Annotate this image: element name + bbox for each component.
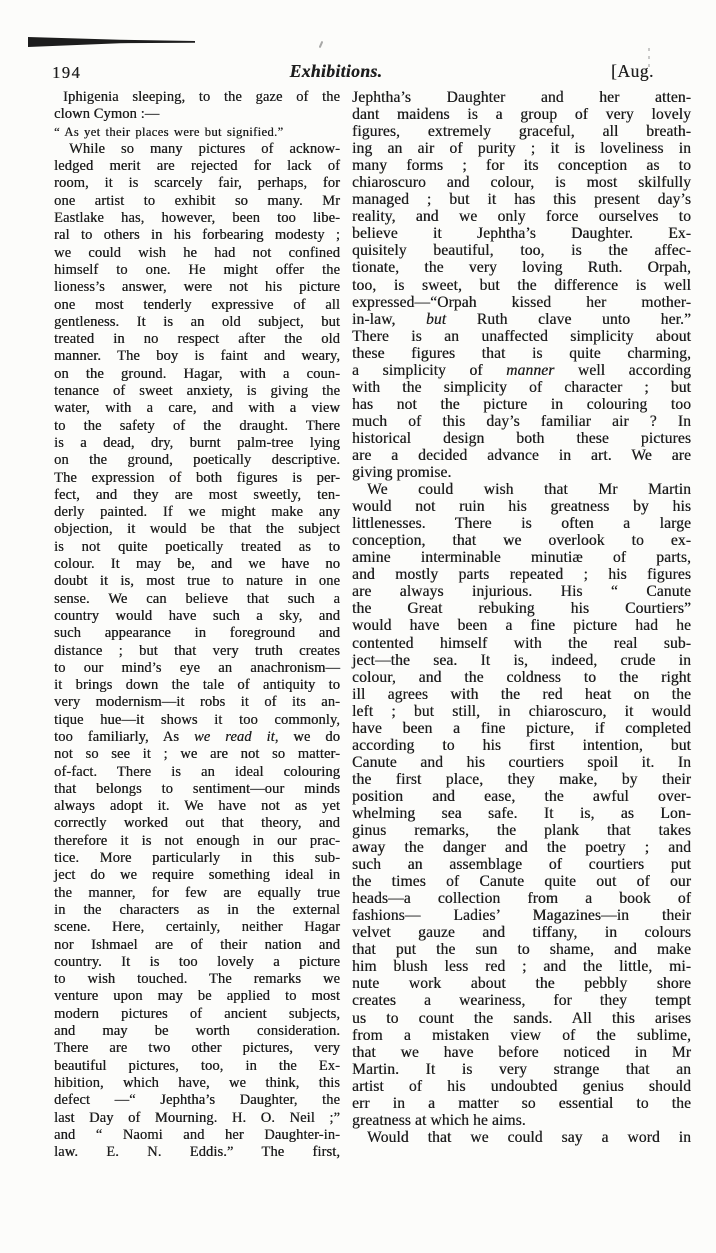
text-line: defect —“ Jephtha’s Daughter, the bbox=[54, 1092, 340, 1109]
text-line: chiaroscuro and colour, is most skilfully bbox=[352, 174, 691, 192]
text-line: the first place, they make, by their bbox=[352, 770, 691, 788]
text-line: that belongs to sentiment—our minds bbox=[54, 780, 340, 797]
text-line: “ As yet their places were but signified.” bbox=[54, 124, 284, 139]
text-line: historical design both these pictures bbox=[352, 429, 691, 447]
text-line: left ; but still, in chiaroscuro, it would bbox=[352, 702, 691, 720]
text-line: in-law, but Ruth clave unto her.” bbox=[352, 310, 691, 328]
text-line: While so many pictures of acknow- bbox=[69, 140, 340, 157]
running-title: Exhibitions. bbox=[289, 61, 383, 81]
text-line: gentleness. It is an old subject, but bbox=[54, 313, 340, 330]
text-line: Would that we could say a word in bbox=[367, 1128, 691, 1146]
italic-text: manner bbox=[506, 361, 555, 379]
text-line: position and ease, the awful over- bbox=[352, 787, 691, 805]
text-line: the Great rebuking his Courtiers” bbox=[352, 600, 691, 618]
text-line: colour. It may be, and we have no bbox=[54, 556, 340, 573]
text-line: whelming sea safe. It is, as Lon- bbox=[352, 804, 691, 822]
text-line: away the danger and the poetry ; and bbox=[352, 839, 691, 857]
text-line: fashions— Ladies’ Magazines—in their bbox=[352, 907, 691, 925]
text-line: to wish touched. The remarks we bbox=[54, 971, 340, 988]
text-line: Martin. It is very strange that an bbox=[352, 1060, 691, 1078]
text-line: correctly worked out that theory, and bbox=[54, 815, 340, 832]
text-line: ing an air of purity ; it is loveliness in bbox=[352, 140, 691, 158]
text-line: lioness’s answer, were not his picture bbox=[54, 279, 340, 296]
text-line: The expression of both figures is per- bbox=[54, 469, 340, 486]
text-line: derly painted. If we might make any bbox=[54, 504, 340, 521]
text-line: ginus remarks, the plank that takes bbox=[352, 822, 691, 840]
text-line: that we have before noticed in Mr bbox=[352, 1043, 691, 1061]
text-line: much of this day’s familiar air ? In bbox=[352, 412, 691, 430]
left-column bbox=[54, 89, 340, 1161]
text-line: sense. We can believe that such a bbox=[54, 590, 340, 607]
text-line: reality, and we only force ourselves to bbox=[352, 208, 691, 226]
text-line: ledged merit are rejected for lack of bbox=[54, 158, 340, 175]
text-line: one artist to exhibit so many. Mr bbox=[54, 192, 340, 209]
text-line: we could wish he had not confined bbox=[54, 244, 340, 261]
text-line: are a decided advance in art. We are bbox=[352, 446, 691, 464]
text-line: tice. More particularly in this sub- bbox=[54, 850, 340, 867]
text-line: on the ground, poetically descriptive. bbox=[54, 452, 340, 469]
text-line: the manner, for few are equally true bbox=[54, 884, 340, 901]
text-line: expressed—“Orpah kissed her mother- bbox=[352, 293, 691, 311]
text-line: scene. Here, certainly, neither Hagar bbox=[54, 919, 340, 936]
text-line: tique hue—it shows it too commonly, bbox=[54, 711, 340, 728]
right-column bbox=[352, 89, 691, 1146]
text-line: tionate, the very loving Ruth. Orpah, bbox=[352, 259, 691, 277]
text-line: believe it Jephtha’s Daughter. Ex- bbox=[352, 225, 691, 243]
text-line: ject—the sea. It is, indeed, crude in bbox=[352, 651, 691, 669]
text-line: figures, extremely graceful, all breath- bbox=[352, 123, 691, 141]
text-line: on the ground. Hagar, with a coun- bbox=[54, 365, 340, 382]
text-line: nor Ishmael are of their nation and bbox=[54, 936, 340, 953]
text-line: manner. The boy is faint and weary, bbox=[54, 348, 340, 365]
text-line: him blush less red ; and the little, mi- bbox=[352, 958, 691, 976]
text-line: it brings down the tale of antiquity to bbox=[54, 677, 340, 694]
text-line: giving promise. bbox=[352, 464, 452, 482]
text-line: hibition, which have, we think, this bbox=[54, 1074, 340, 1091]
text-line: with the simplicity of character ; but bbox=[352, 378, 691, 396]
text-line: not so see it ; we are not so matter- bbox=[54, 746, 340, 763]
text-line: to the safety of the draught. There bbox=[54, 417, 340, 434]
text-line: creates a weariness, for they tempt bbox=[352, 992, 691, 1010]
text-line: ral to others in his forbearing modesty ; bbox=[54, 227, 340, 244]
text-line: tenance of sweet anxiety, is giving the bbox=[54, 383, 340, 400]
text-line: venture upon may be applied to most bbox=[54, 988, 340, 1005]
text-line: very modernism—it robs it of its an- bbox=[54, 694, 340, 711]
text-line: himself to one. He might offer the bbox=[54, 261, 340, 278]
text-line: of-fact. There is an ideal colouring bbox=[54, 763, 340, 780]
text-line: too familiarly, As we read it, we do bbox=[54, 728, 340, 745]
text-line: country would have such a sky, and bbox=[54, 607, 340, 624]
text-line: velvet gauze and tiffany, in colours bbox=[352, 924, 691, 942]
text-line: littlenesses. There is often a large bbox=[352, 515, 691, 533]
text-line: Jephtha’s Daughter and her atten- bbox=[352, 89, 691, 106]
text-line: ill agrees with the red heat on the bbox=[352, 685, 691, 703]
text-line: dant maidens is a group of very lovely bbox=[352, 106, 691, 124]
text-line: therefore it is not enough in our prac- bbox=[54, 832, 340, 849]
text-line: artist of his undoubted genius should bbox=[352, 1077, 691, 1095]
text-line: doubt it is, most true to nature in one bbox=[54, 573, 340, 590]
text-line: Canute and his courtiers spoil it. In bbox=[352, 753, 691, 771]
text-line: one most tenderly expressive of all bbox=[54, 296, 340, 313]
text-line: water, with a care, and with a view bbox=[54, 400, 340, 417]
text-line: err in a matter so essential to the bbox=[352, 1094, 691, 1112]
text-line: has not the picture in colouring too bbox=[352, 395, 691, 413]
text-line: is not quite poetically treated as to bbox=[54, 538, 340, 555]
text-line: ject do we require something ideal in bbox=[54, 867, 340, 884]
text-line: that put the sun to shame, and make bbox=[352, 941, 691, 959]
text-line: a simplicity of manner well according bbox=[352, 361, 691, 379]
text-line: distance ; but that very truth creates bbox=[54, 642, 340, 659]
text-line: quisitely beautiful, too, is the affec- bbox=[352, 242, 691, 260]
text-line: from a mistaken view of the sublime, bbox=[352, 1026, 691, 1044]
text-line: contented himself with the real sub- bbox=[352, 634, 691, 652]
text-line: amine interminable minutiæ of parts, bbox=[352, 549, 691, 567]
text-line: according to his first intention, but bbox=[352, 736, 691, 754]
text-line: Iphigenia sleeping, to the gaze of the bbox=[63, 89, 340, 105]
text-line: last Day of Mourning. H. O. Neil ;” bbox=[54, 1109, 340, 1126]
text-line: the times of Canute quite out of our bbox=[352, 873, 691, 891]
text-line: managed ; but it has this present day’s bbox=[352, 191, 691, 209]
text-line: and mostly parts repeated ; his figures bbox=[352, 566, 691, 584]
text-line: too, is sweet, but the difference is well bbox=[352, 276, 691, 294]
text-line: have been a fine picture, if completed bbox=[352, 719, 691, 737]
text-line: and may be worth consideration. bbox=[54, 1023, 340, 1040]
text-line: conception, that we overlook to ex- bbox=[352, 532, 691, 550]
text-line: to our mind’s eye an anachronism— bbox=[54, 659, 340, 676]
text-line: us to count the sands. All this arises bbox=[352, 1009, 691, 1027]
text-line: is a dead, dry, burnt palm-tree lying bbox=[54, 434, 340, 451]
text-line: and “ Naomi and her Daughter-in- bbox=[54, 1126, 340, 1143]
text-line: modern pictures of ancient subjects, bbox=[54, 1005, 340, 1022]
text-line: fect, and they are most sweetly, ten- bbox=[54, 486, 340, 503]
text-line: would not ruin his greatness by his bbox=[352, 498, 691, 516]
text-line: such appearance in foreground and bbox=[54, 625, 340, 642]
italic-text: but bbox=[425, 310, 447, 328]
text-line: colour, and the coldness to the right bbox=[352, 668, 691, 686]
text-line: objection, it would be that the subject bbox=[54, 521, 340, 538]
text-line: many forms ; for its conception as to bbox=[352, 157, 691, 175]
text-line: country. It is too lovely a picture bbox=[54, 953, 340, 970]
text-line: room, it is scarcely fair, perhaps, for bbox=[54, 175, 340, 192]
text-line: law. E. N. Eddis.” The first, bbox=[54, 1144, 340, 1161]
issue-label: [Aug. bbox=[611, 61, 654, 81]
text-line: beautiful pictures, too, in the Ex- bbox=[54, 1057, 340, 1074]
text-line: treated in no respect after the old bbox=[54, 331, 340, 348]
italic-text: we read it bbox=[193, 728, 275, 745]
text-line: There is an unaffected simplicity about bbox=[352, 327, 691, 345]
text-line: such an assemblage of courtiers put bbox=[352, 856, 691, 874]
scan-artifact-bar bbox=[28, 37, 195, 47]
page-number: 194 bbox=[52, 63, 82, 82]
text-line: in the characters as in the external bbox=[54, 901, 340, 918]
scan-speck bbox=[319, 41, 324, 48]
text-line: heads—a collection from a book of bbox=[352, 890, 691, 908]
text-line: We could wish that Mr Martin bbox=[367, 481, 691, 499]
text-line: greatness at which he aims. bbox=[352, 1111, 526, 1129]
text-line: would have been a fine picture had he bbox=[352, 617, 691, 635]
text-line: are always injurious. His “ Canute bbox=[352, 583, 691, 601]
text-line: Eastlake has, however, been too libe- bbox=[54, 210, 340, 227]
text-line: always adopt it. We have not as yet bbox=[54, 798, 340, 815]
text-line: There are two other pictures, very bbox=[54, 1040, 340, 1057]
text-line: nute work about the pebbly shore bbox=[352, 975, 691, 993]
text-line: clown Cymon :— bbox=[54, 106, 160, 123]
text-line: these figures that is quite charming, bbox=[352, 344, 691, 362]
